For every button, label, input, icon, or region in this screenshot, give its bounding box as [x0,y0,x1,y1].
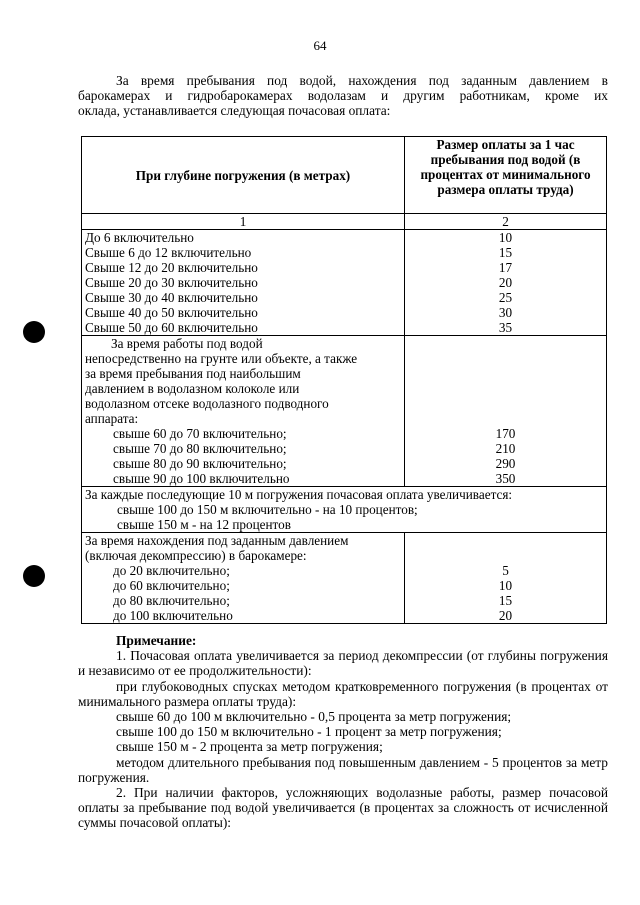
depth-label: Свыше 12 до 20 включительно [85,260,258,275]
section-text: За время работы под водой [111,336,263,351]
table-header-row [82,137,607,214]
column-number-2: 2 [405,214,607,230]
rate-value: 15 [498,245,513,260]
note-item: свыше 60 до 100 м включительно - 0,5 процента за метр погружения; [116,709,512,725]
depth-label: свыше 70 до 80 включительно; [113,441,287,456]
rate-value: 350 [495,471,516,486]
depth-label: свыше 90 до 100 включительно [113,471,290,486]
intro-line: За время пребывания под водой, нахождения под заданным давлением в [116,73,608,88]
pay-rate-table [81,136,607,624]
rate-value: 5 [502,563,509,578]
section-text: За время нахождения под заданным давлением [85,533,349,548]
rate-cell [405,230,607,336]
rate-value: 30 [498,305,513,320]
rate-value: 210 [495,441,516,456]
rate-value: 20 [498,275,513,290]
depth-label: Свыше 30 до 40 включительно [85,290,258,305]
rate-value: 170 [495,426,516,441]
section-text: за время пребывания под наибольшим [85,366,301,381]
section-text: непосредственно на грунте или объекте, а также [85,351,358,366]
header-depth: При глубине погружения (в метрах) [82,137,405,214]
additional-depth-cell [82,487,607,533]
binder-hole-mark [23,321,45,343]
note-item: свыше 100 до 150 м включительно - 1 процент за метр погружения; [116,724,502,740]
depth-cell [82,230,405,336]
note-item: свыше 150 м - 2 процента за метр погружения; [116,739,383,755]
section-text: давлением в водолазном колоколе или [85,381,300,396]
table-section-basic-depths [82,230,607,336]
intro-line: барокамерах и гидробарокамерах водолазам и другим работникам, кроме их [78,88,608,103]
depth-label: свыше 60 до 70 включительно; [113,426,287,441]
section-text: свыше 100 до 150 м включительно - на 10 процентов; [117,502,418,517]
column-number-row [82,214,607,230]
rate-value: 15 [498,593,513,608]
section-text: За каждые последующие 10 м погружения почасовая оплата увеличивается: [85,487,513,502]
rate-value: 290 [495,456,516,471]
depth-label: до 100 включительно [113,608,233,623]
depth-label: до 80 включительно; [113,593,230,608]
depth-cell [82,533,405,624]
depth-label: до 60 включительно; [113,578,230,593]
table-section-pressure-chamber [82,533,607,624]
depth-label: До 6 включительно [85,230,194,245]
depth-label: Свыше 40 до 50 включительно [85,305,258,320]
depth-label: до 20 включительно; [113,563,230,578]
section-text: водолазном отсеке водолазного подводного [85,396,329,411]
note-paragraph: 2. При наличии факторов, усложняющих водолазные работы, размер почасовой оплаты за пребывание под водой увеличивается (в процентах за сложность от исчисленной суммы почасовой оплаты): [78,785,608,831]
table-section-ground-work [82,336,607,487]
page-number: 64 [313,38,327,53]
rate-cell [405,533,607,624]
header-payment: Размер оплаты за 1 час пребывания под водой (в процентах от минимального размера оплаты труда) [405,137,607,214]
section-text: аппарата: [85,411,139,426]
column-number-1: 1 [82,214,405,230]
rate-value: 25 [498,290,513,305]
depth-label: свыше 80 до 90 включительно; [113,456,287,471]
binder-hole-mark [23,565,45,587]
table-section-additional-depth [82,487,607,533]
rate-value: 17 [498,260,513,275]
rate-value: 10 [498,578,513,593]
depth-label: Свыше 20 до 30 включительно [85,275,258,290]
section-text: свыше 150 м - на 12 процентов [117,517,291,532]
notes-title: Примечание: [116,633,197,648]
note-paragraph: методом длительного пребывания под повышенным давлением - 5 процентов за метр погружения. [78,754,608,785]
intro-line: оклада, устанавливается следующая почасовая оплата: [78,103,391,118]
note-paragraph: при глубоководных спусках методом кратковременного погружения (в процентах от минимального размера оплаты труда): [78,678,608,709]
note-paragraph: 1. Почасовая оплата увеличивается за период декомпрессии (от глубины погружения и независимо от ее продолжительности): [78,648,608,679]
rate-cell [405,336,607,487]
rate-value: 35 [498,320,513,335]
rate-value: 10 [498,230,513,245]
depth-label: Свыше 6 до 12 включительно [85,245,252,260]
section-text: (включая декомпрессию) в барокамере: [85,548,307,563]
depth-label: Свыше 50 до 60 включительно [85,320,258,335]
notes-section [78,633,608,831]
intro-paragraph [78,73,608,118]
rate-value: 20 [498,608,513,623]
depth-cell [82,336,405,487]
